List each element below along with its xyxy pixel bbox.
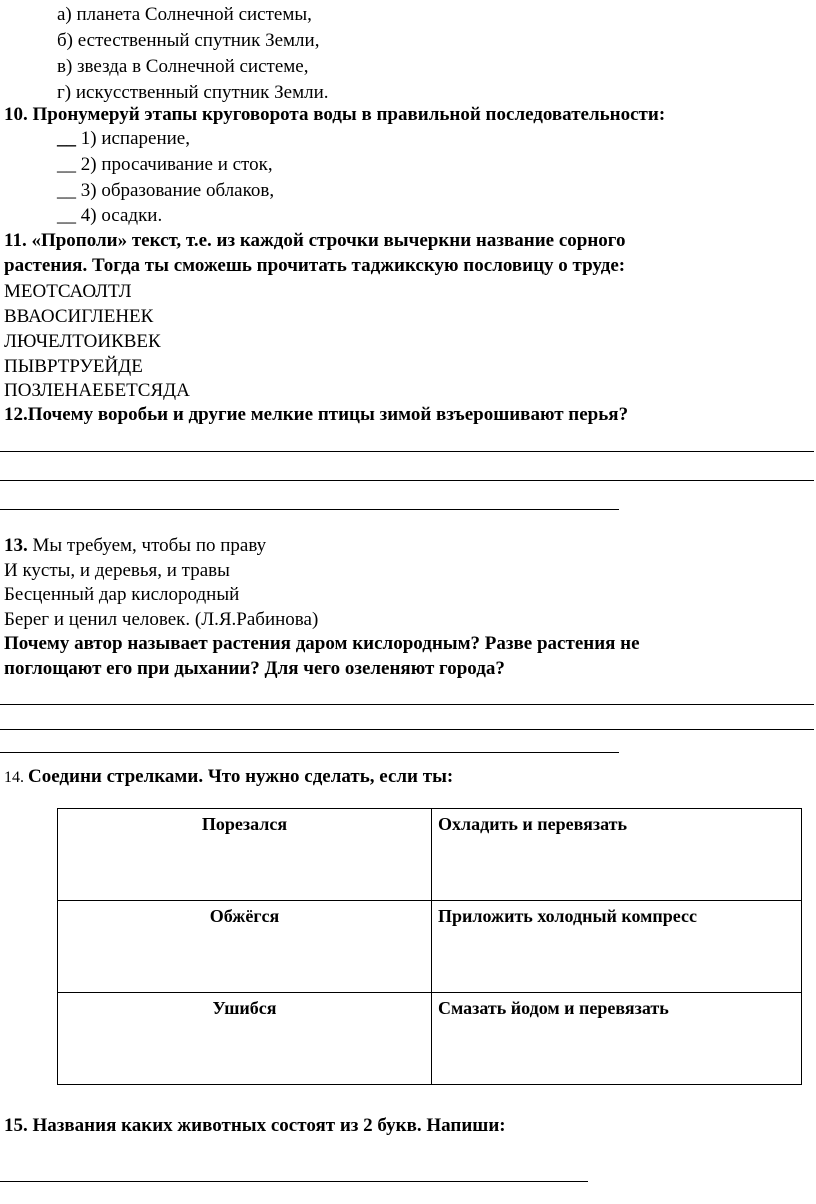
- q14-right-cell[interactable]: Охладить и перевязать: [432, 809, 802, 901]
- q10-blank: __: [57, 180, 76, 201]
- table-row: [58, 993, 802, 1085]
- q13-poem-text: Мы требуем, чтобы по праву: [27, 535, 267, 556]
- q14-matching-table: [57, 808, 802, 1085]
- q10-title: 10. Пронумеруй этапы круговорота воды в правильной последовательности:: [4, 104, 666, 125]
- q13-poem-line4: Берег и ценил человек. (Л.Я.Рабинова): [4, 609, 319, 630]
- q11-letter-row: ВВАОСИГЛЕНЕК: [4, 306, 154, 327]
- q11-title-line1: 11. «Прополи» текст, т.е. из каждой строчки вычеркни название сорного: [4, 230, 626, 251]
- q14-number: 14.: [4, 769, 28, 786]
- q10-item-text: 1) испарение,: [76, 128, 190, 149]
- q10-item-text: 3) образование облаков,: [76, 180, 275, 201]
- q12-answer-line-1[interactable]: [0, 451, 814, 452]
- q10-blank: __: [57, 128, 76, 149]
- q13-poem-line2: И кусты, и деревья, и травы: [4, 560, 230, 581]
- q11-letter-row: ПЫВРТРУЕЙДЕ: [4, 356, 143, 377]
- q11-letter-row: МЕОТСАОЛТЛ: [4, 281, 132, 302]
- q10-item-1: [57, 128, 190, 150]
- q9-option-c: в) звезда в Солнечной системе,: [57, 56, 309, 77]
- q13-question-line1: Почему автор называет растения даром кислородным? Разве растения не: [4, 633, 640, 654]
- q10-item-text: 2) просачивание и сток,: [76, 154, 273, 175]
- q14-title: [4, 766, 453, 789]
- table-row: [58, 901, 802, 993]
- q9-option-a: а) планета Солнечной системы,: [57, 4, 312, 25]
- q10-blank: __: [57, 205, 76, 226]
- q14-left-cell[interactable]: Ушибся: [58, 993, 432, 1085]
- q10-item-4: [57, 205, 162, 227]
- q12-answer-line-3[interactable]: [0, 509, 619, 510]
- table-row: [58, 809, 802, 901]
- q13-answer-line-2[interactable]: [0, 729, 814, 730]
- q9-option-d: г) искусственный спутник Земли.: [57, 82, 329, 103]
- q13-answer-line-1[interactable]: [0, 704, 814, 705]
- q9-option-b: б) естественный спутник Земли,: [57, 30, 320, 51]
- q10-item-3: [57, 180, 274, 202]
- q14-left-cell[interactable]: Порезался: [58, 809, 432, 901]
- q10-blank: __: [57, 154, 76, 175]
- q11-letter-row: ПОЗЛЕНАЕБЕТСЯДА: [4, 380, 190, 401]
- q10-item-text: 4) осадки.: [76, 205, 163, 226]
- q12-title: 12.Почему воробьи и другие мелкие птицы зимой взъерошивают перья?: [4, 404, 629, 425]
- q15-answer-line[interactable]: [0, 1181, 588, 1182]
- q10-item-2: [57, 154, 273, 176]
- q13-question-line2: поглощают его при дыхании? Для чего озеленяют города?: [4, 658, 505, 679]
- q14-left-cell[interactable]: Обжёгся: [58, 901, 432, 993]
- q13-poem-line3: Бесценный дар кислородный: [4, 584, 240, 605]
- q14-right-cell[interactable]: Смазать йодом и перевязать: [432, 993, 802, 1085]
- q11-letter-row: ЛЮЧЕЛТОИКВЕК: [4, 331, 161, 352]
- q13-answer-line-3[interactable]: [0, 752, 619, 753]
- q11-title-line2: растения. Тогда ты сможешь прочитать таджикскую пословицу о труде:: [4, 255, 626, 276]
- q12-answer-line-2[interactable]: [0, 480, 814, 481]
- q14-title-text: Соедини стрелками. Что нужно сделать, если ты:: [28, 766, 454, 787]
- q13-poem-line1: [4, 535, 266, 557]
- q15-title: 15. Названия каких животных состоят из 2 букв. Напиши:: [4, 1115, 506, 1136]
- q13-number: 13.: [4, 535, 28, 556]
- q14-right-cell[interactable]: Приложить холодный компресс: [432, 901, 802, 993]
